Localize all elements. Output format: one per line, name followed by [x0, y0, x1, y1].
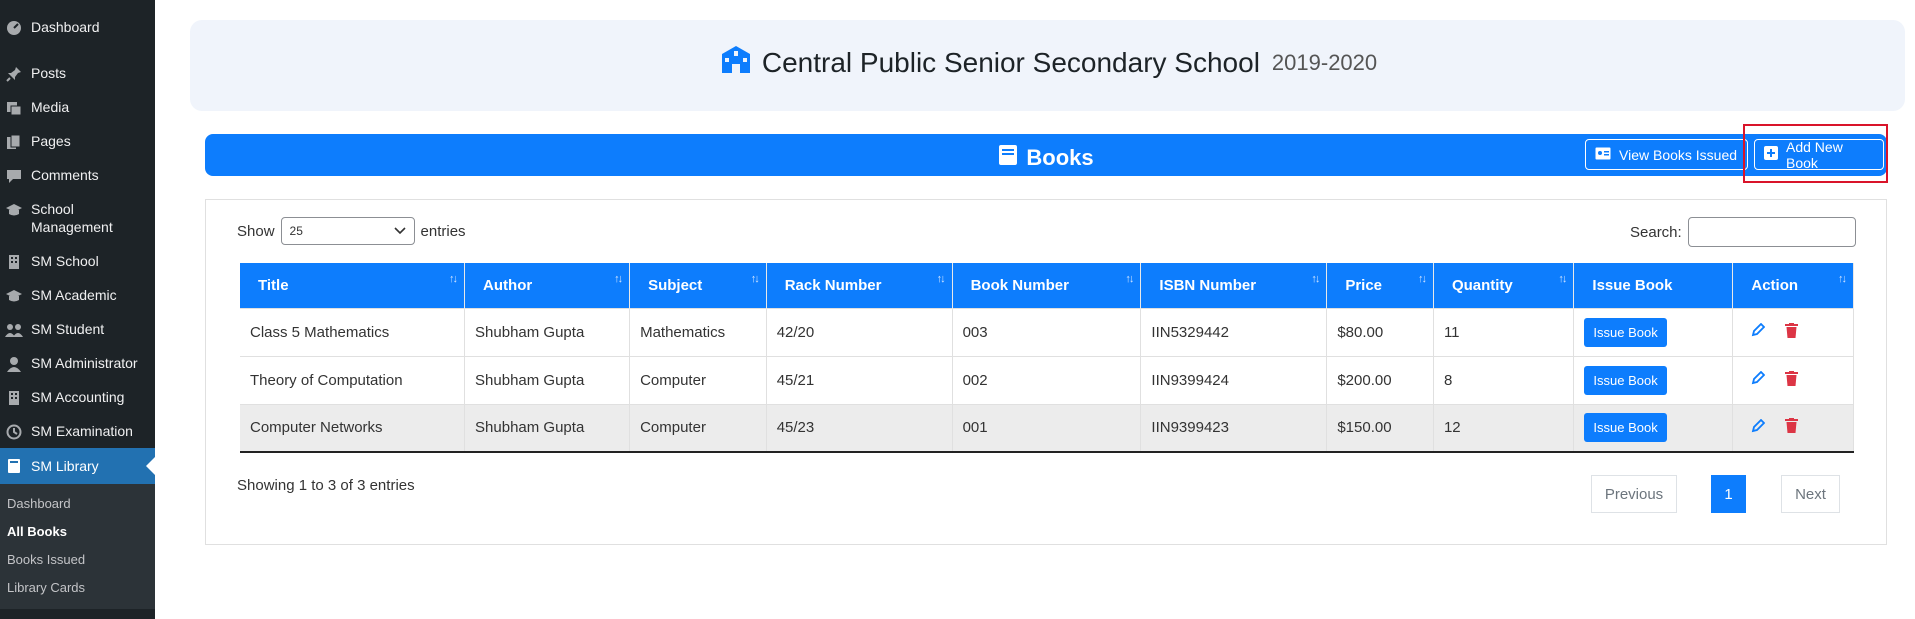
cell-isbn-number: IIN9399423 — [1141, 404, 1327, 452]
sidebar-item-sm-administrator[interactable] — [0, 354, 155, 376]
books-table — [240, 263, 1854, 453]
books-title-text: Books — [1026, 145, 1094, 170]
cell-price: $200.00 — [1327, 356, 1434, 404]
issue-book-button[interactable]: Issue Book — [1584, 413, 1666, 442]
cell-title: Computer Networks — [240, 404, 465, 452]
sort-icon: ↑↓ — [936, 273, 944, 285]
cell-title: Theory of Computation — [240, 356, 465, 404]
book-icon — [4, 456, 24, 476]
cell-isbn-number: IIN5329442 — [1141, 308, 1327, 356]
sidebar-item-label: Media — [31, 99, 70, 115]
sort-icon: ↑↓ — [750, 273, 758, 285]
pages-icon — [4, 132, 24, 152]
sidebar-item-comments[interactable] — [0, 166, 155, 188]
column-header-book-number[interactable]: Book Number ↑↓ — [952, 263, 1141, 308]
cell-issue-book — [1574, 308, 1733, 356]
sidebar-item-label: Dashboard — [31, 19, 100, 35]
column-header-author[interactable]: Author ↑↓ — [465, 263, 630, 308]
sidebar-item-label: School Management — [31, 201, 113, 235]
school-name: Central Public Senior Secondary School — [761, 46, 1260, 78]
sidebar-item-sm-examination[interactable] — [0, 422, 155, 444]
sort-icon: ↑↓ — [1417, 273, 1425, 285]
show-label: Show — [237, 222, 275, 240]
building-icon — [4, 388, 24, 408]
delete-icon[interactable] — [1785, 323, 1798, 342]
add-new-book-button[interactable] — [1754, 139, 1884, 170]
pin-icon — [4, 64, 24, 84]
column-header-isbn-number[interactable]: ISBN Number ↑↓ — [1141, 263, 1327, 308]
sidebar-item-label: SM School — [31, 253, 99, 269]
table-row — [240, 356, 1854, 404]
id-card-icon — [1595, 147, 1611, 163]
page-1-button[interactable]: 1 — [1711, 475, 1746, 513]
edit-icon[interactable] — [1751, 371, 1765, 389]
cell-rack-number: 42/20 — [766, 308, 952, 356]
edit-icon[interactable] — [1751, 323, 1765, 341]
sidebar-item-label: SM Accounting — [31, 389, 125, 405]
cell-issue-book — [1574, 356, 1733, 404]
issue-book-button[interactable]: Issue Book — [1584, 318, 1666, 347]
cell-title: Class 5 Mathematics — [240, 308, 465, 356]
book-icon — [998, 144, 1018, 172]
column-header-title[interactable]: Title ↑↓ — [240, 263, 465, 308]
delete-icon[interactable] — [1785, 371, 1798, 390]
view-books-issued-button[interactable] — [1585, 139, 1748, 170]
session-year: 2019-2020 — [1271, 49, 1378, 75]
issue-book-button[interactable]: Issue Book — [1584, 366, 1666, 395]
sidebar-item-label: SM Academic — [31, 287, 117, 303]
clock-icon — [4, 422, 24, 442]
cell-price: $80.00 — [1327, 308, 1434, 356]
table-row — [240, 404, 1854, 452]
previous-page-button[interactable]: Previous — [1591, 475, 1677, 513]
cell-rack-number: 45/23 — [766, 404, 952, 452]
sort-icon: ↑↓ — [449, 273, 457, 285]
sort-icon: ↑↓ — [1125, 273, 1133, 285]
column-header-quantity[interactable]: Quantity ↑↓ — [1433, 263, 1573, 308]
sidebar-item-sm-library[interactable] — [0, 448, 155, 484]
sidebar-item-label: Posts — [31, 65, 67, 81]
submenu-item-dashboard[interactable]: Dashboard — [7, 496, 71, 511]
search-input[interactable] — [1688, 217, 1856, 247]
sidebar-item-label: SM Library — [31, 458, 99, 474]
add-new-book-label: Add New Book — [1786, 138, 1843, 171]
cell-action — [1733, 308, 1854, 356]
sort-icon: ↑↓ — [1558, 273, 1566, 285]
school-header — [190, 20, 1905, 111]
entries-select[interactable] — [281, 217, 415, 245]
books-bar — [205, 134, 1887, 176]
cell-book-number: 002 — [952, 356, 1141, 404]
cell-subject: Computer — [630, 404, 767, 452]
sidebar-item-pages[interactable] — [0, 132, 155, 154]
entries-select-value: 25 — [289, 224, 303, 238]
cell-quantity: 12 — [1433, 404, 1573, 452]
plus-square-icon — [1764, 146, 1778, 163]
column-header-price[interactable]: Price ↑↓ — [1327, 263, 1434, 308]
view-books-issued-label: View Books Issued — [1619, 146, 1738, 163]
table-header-row — [240, 263, 1854, 308]
submenu-item-library-cards[interactable]: Library Cards — [7, 580, 86, 595]
submenu-item-books-issued[interactable]: Books Issued — [7, 552, 86, 567]
sort-icon: ↑↓ — [1311, 273, 1319, 285]
column-header-action[interactable]: Action ↑↓ — [1733, 263, 1854, 308]
sort-icon: ↑↓ — [1838, 273, 1845, 285]
edit-icon[interactable] — [1751, 419, 1765, 437]
sidebar-item-dashboard[interactable] — [0, 18, 155, 40]
sidebar-item-sm-accounting[interactable] — [0, 388, 155, 410]
sidebar-item-label: SM Examination — [31, 423, 133, 439]
sort-icon: ↑↓ — [614, 273, 622, 285]
user-icon — [4, 354, 24, 374]
building-icon — [4, 252, 24, 272]
graduation-cap-icon — [4, 286, 24, 306]
sidebar-item-media[interactable] — [0, 98, 155, 120]
cell-book-number: 001 — [952, 404, 1141, 452]
school-title — [190, 44, 1905, 81]
entries-length-control — [237, 217, 466, 245]
cell-subject: Mathematics — [630, 308, 767, 356]
sidebar-item-sm-school[interactable] — [0, 252, 155, 274]
cell-book-number: 003 — [952, 308, 1141, 356]
sidebar-item-sm-student[interactable] — [0, 320, 155, 342]
cell-price: $150.00 — [1327, 404, 1434, 452]
media-icon — [4, 98, 24, 118]
chevron-down-icon — [394, 224, 406, 238]
cell-author: Shubham Gupta — [465, 308, 630, 356]
cell-author: Shubham Gupta — [465, 356, 630, 404]
users-icon — [4, 320, 24, 340]
search-control — [1630, 217, 1856, 247]
sidebar-item-sm-academic[interactable] — [0, 286, 155, 308]
cell-author: Shubham Gupta — [465, 404, 630, 452]
sidebar-item-label: SM Student — [31, 321, 105, 337]
table-info: Showing 1 to 3 of 3 entries — [237, 477, 415, 494]
cell-action — [1733, 356, 1854, 404]
cell-quantity: 8 — [1433, 356, 1573, 404]
column-header-subject[interactable]: Subject ↑↓ — [630, 263, 767, 308]
search-label: Search: — [1630, 223, 1682, 241]
cell-isbn-number: IIN9399424 — [1141, 356, 1327, 404]
sidebar-item-posts[interactable] — [0, 64, 155, 86]
active-menu-arrow — [146, 457, 155, 475]
table-row — [240, 308, 1854, 356]
sidebar-item-label: Comments — [31, 167, 99, 183]
school-icon — [718, 44, 754, 81]
comment-icon — [4, 166, 24, 186]
library-submenu — [0, 484, 155, 609]
cell-issue-book — [1574, 404, 1733, 452]
next-page-button[interactable]: Next — [1781, 475, 1840, 513]
cell-subject: Computer — [630, 356, 767, 404]
column-header-issue-book: Issue Book — [1574, 263, 1733, 308]
sidebar-item-label: Pages — [31, 133, 71, 149]
submenu-item-all-books[interactable]: All Books — [7, 524, 67, 539]
cell-action — [1733, 404, 1854, 452]
cell-quantity: 11 — [1433, 308, 1573, 356]
dashboard-icon — [4, 18, 24, 38]
cell-rack-number: 45/21 — [766, 356, 952, 404]
column-header-rack-number[interactable]: Rack Number ↑↓ — [766, 263, 952, 308]
graduation-cap-icon — [4, 200, 24, 220]
sidebar-item-school-management[interactable] — [0, 200, 155, 240]
sidebar-item-label: SM Administrator — [31, 355, 138, 371]
delete-icon[interactable] — [1785, 418, 1798, 437]
admin-sidebar — [0, 0, 155, 619]
entries-label: entries — [420, 222, 466, 240]
